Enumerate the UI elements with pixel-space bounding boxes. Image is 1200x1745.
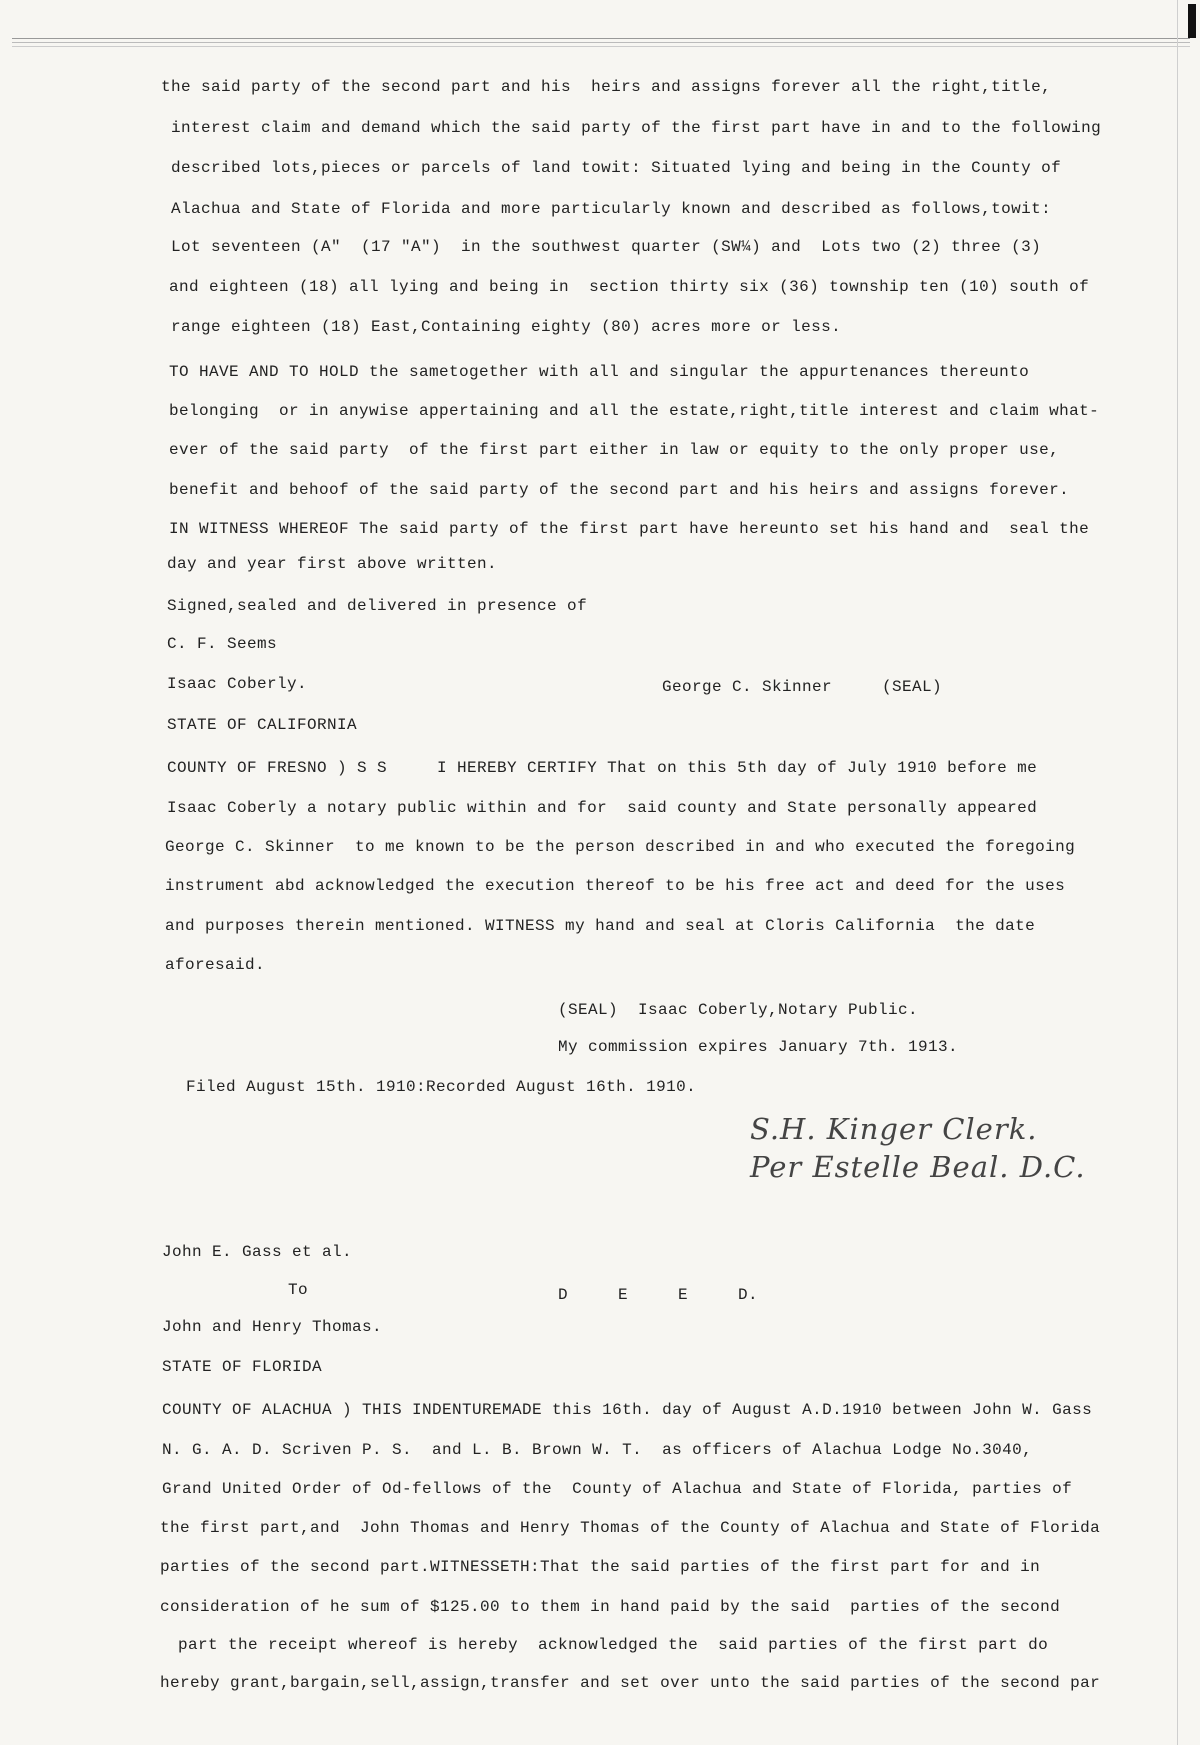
ack-line: COUNTY OF FRESNO ) S S I HEREBY CERTIFY That on this 5th day of July 1910 before me [167, 759, 1038, 777]
deed1-line: range eighteen (18) East,Containing eighty (80) acres more or less. [171, 318, 842, 336]
filing-record: Filed August 15th. 1910:Recorded August 16th. 1910. [186, 1078, 697, 1096]
deed2-line: part the receipt whereof is hereby acknowledged the said parties of the first part do [178, 1636, 1049, 1654]
deed1-line: Alachua and State of Florida and more particularly known and described as follows,towit: [171, 200, 1052, 218]
top-rule [12, 42, 1190, 43]
deed1-line: ever of the said party of the first part either in law or equity to the only proper use, [169, 441, 1060, 459]
state-heading: STATE OF CALIFORNIA [167, 716, 358, 734]
deed1-line: IN WITNESS WHEREOF The said party of the first part have hereunto set his hand and seal the [169, 520, 1090, 538]
deed2-line: COUNTY OF ALACHUA ) THIS INDENTUREMADE this 16th. day of August A.D.1910 between John W. Gass [162, 1401, 1093, 1419]
deed-title: D E E D. [558, 1286, 759, 1304]
deed1-line: TO HAVE AND TO HOLD the sametogether with all and singular the appurtenances thereunto [169, 363, 1030, 381]
commission-expiry: My commission expires January 7th. 1913. [558, 1038, 959, 1056]
deed2-line: parties of the second part.WITNESSETH:That the said parties of the first part for and in [160, 1558, 1041, 1576]
top-rule [12, 38, 1190, 39]
deed1-line: described lots,pieces or parcels of land towit: Situated lying and being in the County of [171, 159, 1062, 177]
to-label: To [288, 1281, 309, 1299]
deed2-line: N. G. A. D. Scriven P. S. and L. B. Brown W. T. as officers of Alachua Lodge No.3040, [162, 1441, 1033, 1459]
deed1-line: day and year first above written. [167, 555, 498, 573]
ack-line: and purposes therein mentioned. WITNESS my hand and seal at Cloris California the date [165, 917, 1036, 935]
deed1-line: the said party of the second part and his heirs and assigns forever all the right,title, [161, 78, 1052, 96]
top-rule [12, 46, 1190, 47]
ack-line: instrument abd acknowledged the execution thereof to be his free act and deed for the uses [165, 877, 1066, 895]
ack-line: George C. Skinner to me known to be the person described in and who executed the foregoing [165, 838, 1076, 856]
deed2-line: the first part,and John Thomas and Henry Thomas of the County of Alachua and State of Florida [160, 1519, 1101, 1537]
grantor-heading: John E. Gass et al. [162, 1243, 353, 1261]
deed2-line: consideration of he sum of $125.00 to them in hand paid by the said parties of the second [160, 1598, 1061, 1616]
witness-name: C. F. Seems [167, 635, 278, 653]
grantor-signature: George C. Skinner (SEAL) [662, 678, 943, 696]
ack-line: aforesaid. [165, 956, 266, 974]
page-edge [1177, 0, 1178, 1745]
binding-mark [1188, 4, 1196, 38]
deed1-line: and eighteen (18) all lying and being in section thirty six (36) township ten (10) south of [169, 278, 1090, 296]
ack-line: Isaac Coberly a notary public within and for said county and State personally appeared [167, 799, 1038, 817]
clerk-signature: S.H. Kinger Clerk. [750, 1112, 1038, 1146]
state-heading: STATE OF FLORIDA [162, 1358, 323, 1376]
notary-signature: (SEAL) Isaac Coberly,Notary Public. [558, 1001, 919, 1019]
deed2-line: Grand United Order of Od-fellows of the County of Alachua and State of Florida, parties of [162, 1480, 1073, 1498]
deputy-clerk-signature: Per Estelle Beal. D.C. [750, 1150, 1086, 1184]
grantee-heading: John and Henry Thomas. [162, 1318, 383, 1336]
deed1-line: Signed,sealed and delivered in presence of [167, 597, 588, 615]
deed1-line: benefit and behoof of the said party of the second part and his heirs and assigns forever. [169, 481, 1070, 499]
witness-name: Isaac Coberly. [167, 675, 308, 693]
deed1-line: Lot seventeen (A" (17 "A") in the southwest quarter (SW¼) and Lots two (2) three (3) [171, 238, 1042, 256]
deed1-line: interest claim and demand which the said party of the first part have in and to the following [171, 119, 1102, 137]
deed2-line: hereby grant,bargain,sell,assign,transfer and set over unto the said parties of the second par [160, 1674, 1101, 1692]
deed1-line: belonging or in anywise appertaining and all the estate,right,title interest and claim what- [169, 402, 1100, 420]
